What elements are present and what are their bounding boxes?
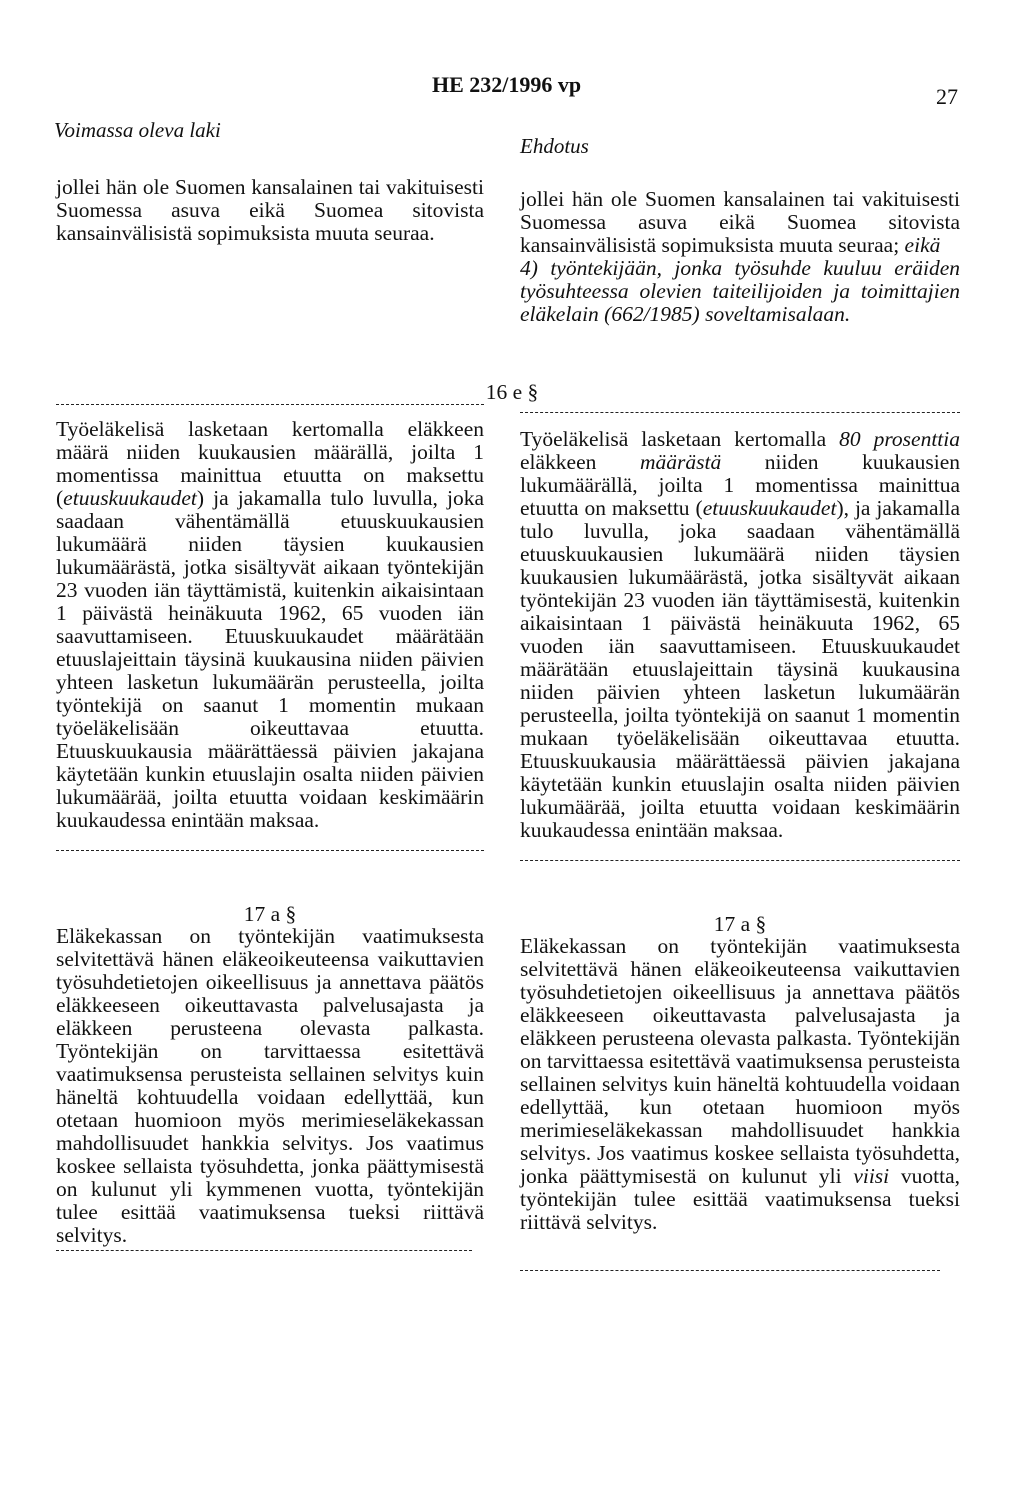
right-column-heading: Ehdotus <box>520 134 589 158</box>
page-number: 27 <box>936 84 958 109</box>
left-paragraph-1: jollei hän ole Suomen kansalainen tai vakituisesti Suomessa asuva eikä Suomea sitovista kansainvälisistä sopimuksista muuta seuraa. <box>56 175 484 245</box>
section-16e: 16 e § <box>485 380 539 404</box>
left-paragraph-2: Työeläkelisä lasketaan kertomalla eläkkeen määrä niiden kuukausien määrällä, joilta 1 momentissa mainittua etuutta on maksettu (etuuskuukaudet) ja jakamalla tulo luvulla, joka saadaan vähentämällä etuuskuukausien lukumäärä niiden täysien kuukausien lukumäärästä, jotka sisältyvät aikaan työntekijän 23 vuoden iän täyttämistä, kuitenkin aikaisintaan 1 päivästä heinäkuuta 1962, 65 vuoden iän saavuttamiseen. Etuuskuukaudet määrätään etuuslajeittain täysinä kuukausina niiden päivien yhteen lasketun lukumäärän perusteella, joilta työntekijä on saanut 1 momentin mukaan työeläkelisään oikeuttavaa etuutta. Etuuskuukausia määrättäessä päivien jakajana käytetään kunkin etuuslajin osalta niiden päivien lukumäärää, joilta etuutta voidaan keskimäärin kuukaudessa enintään maksaa. <box>56 417 484 832</box>
left-paragraph-3: Eläkekassan on työntekijän vaatimuksesta selvitettävä hänen eläkeoikeuteensa vaikuttavien työsuhdetietojen oikeellisuus ja annettava päätös eläkkeeseen oikeuttavasta palvelusajasta ja eläkkeen perusteena olevasta palkasta. Työntekijän on tarvittaessa esitettävä vaatimuksensa perusteista sellainen selvitys kuin häneltä kohtuudella voidaan edellyttää, kun otetaan huomioon myös merimieseläkekassan mahdollisuudet hankkia selvitys. Jos vaatimus koskee sellaista työsuhdetta, jonka päättymisestä on kulunut yli kymmenen vuotta, työntekijän tulee esittää vaatimuksensa tueksi riittävä selvitys. <box>56 924 484 1247</box>
right-paragraph-3: Eläkekassan on työntekijän vaatimuksesta selvitettävä hänen eläkeoikeuteensa vaikuttavien työsuhdetietojen oikeellisuus ja annettava päätös eläkkeeseen oikeuttavasta palvelusajasta ja eläkkeen perusteena olevasta palkasta. Työntekijän on tarvittaessa esitettävä vaatimuksensa perusteista sellainen selvitys kuin häneltä kohtuudella voidaan edellyttää, kun otetaan huomioon myös merimieseläkekassan mahdollisuudet hankkia selvitys. Jos vaatimus koskee sellaista työsuhdetta, jonka päättymisestä on kulunut yli viisi vuotta, työntekijän tulee esittää vaatimuksensa tueksi riittävä selvitys. <box>520 934 960 1234</box>
omission-line-right-1 <box>520 412 960 413</box>
section-17a-left: 17 a § <box>243 902 297 926</box>
omission-line-left-2 <box>56 850 484 851</box>
omission-line-left-1 <box>56 404 484 405</box>
right-item-4: 4) työntekijään, jonka työsuhde kuuluu eräiden työsuhteessa olevien taiteilijoiden ja toimittajien eläkelain (662/1985) soveltamisalaan. <box>520 256 960 326</box>
left-column-heading: Voimassa oleva laki <box>54 118 221 142</box>
document-id: HE 232/1996 vp <box>432 72 582 97</box>
right-paragraph-1: jollei hän ole Suomen kansalainen tai vakituisesti Suomessa asuva eikä Suomea sitovista kansainvälisistä sopimuksista muuta seuraa; eikä 4) työntekijään, jonka työsuhde kuuluu eräiden työsuhteessa olevien taiteilijoiden ja toimittajien eläkelain (662/1985) soveltamisalaan. <box>520 187 960 326</box>
omission-line-right-3 <box>520 1270 940 1271</box>
section-17a-right: 17 a § <box>713 912 767 936</box>
omission-line-right-2 <box>520 860 960 861</box>
right-paragraph-2: Työeläkelisä lasketaan kertomalla 80 prosenttia eläkkeen määrästä niiden kuukausien lukumäärällä, joilta 1 momentissa mainittua etuutta on maksettu (etuuskuukaudet), ja jakamalla tulo luvulla, joka saadaan vähentämällä etuuskuukausien lukumäärä niiden täysien kuukausien lukumäärästä, jotka sisältyvät aikaan työntekijän 23 vuoden iän täyttämisestä, kuitenkin aikaisintaan 1 päivästä heinäkuuta 1962, 65 vuoden iän saavuttamiseen. Etuuskuukaudet määrätään etuuslajeittain täysinä kuukausina niiden päivien yhteen lasketun lukumäärän perusteella, joilta työntekijä on saanut 1 momentin mukaan työeläkelisään oikeuttavaa etuutta. Etuuskuukausia määrättäessä päivien jakajana käytetään kunkin etuuslajin osalta niiden päivien lukumäärää, joilta etuutta voidaan keskimäärin kuukaudessa enintään maksaa. <box>520 427 960 842</box>
omission-line-left-3 <box>56 1250 472 1251</box>
